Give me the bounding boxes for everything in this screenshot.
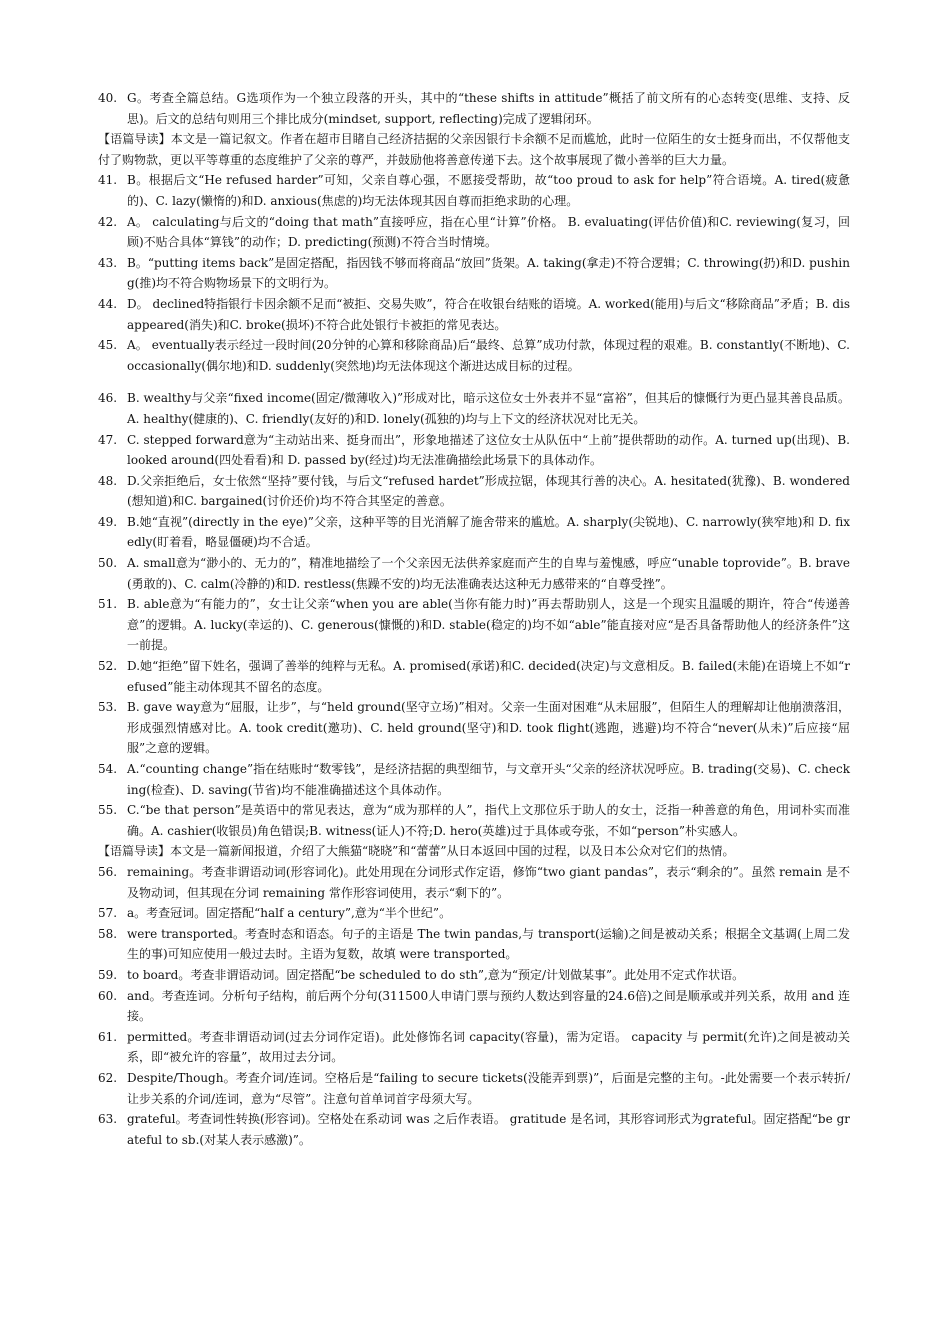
answer-entry-54 — [98, 759, 850, 800]
answer-entry-57 — [98, 903, 850, 924]
passage-guide-narrative: 【语篇导读】本文是一篇记叙文。作者在超市目睹自己经济拮据的父亲因银行卡余额不足而尴尬，此时一位陌生的女士挺身而出，不仅帮他支付了购物款，更以平等尊重的态度维护了父亲的尊严，并鼓励他将善意传递下去。这个故事展现了微小善举的巨大力量。 — [98, 132, 850, 167]
answer-explanation: were transported。考查时态和语态。句子的主语是 The twin pandas,与 transport(运输)之间是被动关系；根据全文基调(上周二发生的事)可知应使用一般过去时。主语为复数，故填 were transported。 — [127, 926, 850, 962]
question-number: 48. — [98, 473, 118, 488]
answer-entry-46 — [98, 388, 850, 429]
answer-explanation: B。“putting items back”是固定搭配，指因钱不够而将商品“放回”货架。A. taking(拿走)不符合逻辑；C. throwing(扔)和D. pushing(推)均不符合购物场景下的文明行为。 — [127, 255, 850, 291]
question-number: 54. — [98, 762, 118, 776]
question-number: 61. — [98, 1029, 118, 1044]
answer-entry-40 — [98, 88, 850, 129]
answer-entry-48 — [98, 471, 850, 512]
answer-explanation: C. stepped forward意为“主动站出来、挺身而出”，形象地描述了这位女士从队伍中“上前”提供帮助的动作。A. turned up(出现)、B. looked around(四处看看)和 D. passed by(经过)均无法准确描绘此场景下的具体动作。 — [127, 432, 850, 468]
question-number: 53. — [98, 700, 118, 715]
answer-entry-61 — [98, 1027, 850, 1068]
question-number: 58. — [98, 926, 118, 941]
answer-explanation: grateful。考查词性转换(形容词)。空格处在系动词 was 之后作表语。 gratitude 是名词，其形容词形式为grateful。固定搭配“be grateful to sb.(对某人表示感激)”。 — [127, 1112, 850, 1147]
answer-explanation: B.她“直视”(directly in the eye)”父亲，这种平等的目光消解了施舍带来的尴尬。A. sharply(尖锐地)、C. narrowly(狭窄地)和 D. fixedly(盯着看，略显僵硬)均不合适。 — [127, 514, 850, 550]
answer-entry-51 — [98, 594, 850, 656]
answer-explanation: D.她“拒绝”留下姓名，强调了善举的纯粹与无私。A. promised(承诺)和C. decided(决定)与文意相反。B. failed(未能)在语境上不如“refused”能主动体现其不留名的态度。 — [127, 659, 850, 694]
answer-entry-53 — [98, 697, 850, 759]
question-number: 42. — [98, 214, 118, 229]
section-gap — [0, 376, 950, 388]
question-number: 44. — [98, 296, 118, 311]
answer-explanation: remaining。考查非谓语动词(形容词化)。此处用现在分词形式作定语，修饰“two giant pandas”，表示“剩余的”。虽然 remain 是不及物动词，但其现在分词 remaining 常作形容词使用，表示“剩下的”。 — [127, 864, 850, 900]
answer-explanation: a。考查冠词。固定搭配“half a century”,意为“半个世纪”。 — [127, 906, 452, 921]
question-number: 52. — [98, 659, 118, 674]
answer-explanation: A.“counting change”指在结账时“数零钱”，是经济拮据的典型细节，与文章开头“父亲的经济状况呼应。B. trading(交易)、C. checking(检查)、D. saving(节省)均不能准确描述这个具体动作。 — [127, 762, 850, 797]
answer-entry-59 — [98, 965, 850, 986]
answer-key-page — [0, 88, 950, 1150]
question-number: 60. — [98, 988, 118, 1003]
passage-guide-news: 【语篇导读】本文是一篇新闻报道，介绍了大熊猫“晓晓”和“蕾蕾”从日本返回中国的过程，以及日本公众对它们的热情。 — [98, 844, 735, 859]
question-number: 43. — [98, 255, 118, 270]
answer-entry-56 — [98, 862, 850, 903]
answer-explanation: permitted。考查非谓语动词(过去分词作定语)。此处修饰名词 capacity(容量)，需为定语。 capacity 与 permit(允许)之间是被动关系，即“被允许的容量”，故用过去分词。 — [127, 1029, 850, 1065]
answer-entry-50 — [98, 553, 850, 594]
question-number: 49. — [98, 514, 118, 529]
question-number: 46. — [98, 391, 118, 406]
answer-entry-44 — [98, 294, 850, 335]
answer-entry-55 — [98, 800, 850, 841]
answer-entry-63 — [98, 1109, 850, 1150]
answer-entry-49 — [98, 512, 850, 553]
answer-explanation: and。考查连词。分析句子结构，前后两个分句(311500人申请门票与预约人数达到容量的24.6倍)之间是顺承或并列关系，故用 and 连接。 — [127, 988, 850, 1024]
question-number: 40. — [98, 91, 118, 105]
question-number: 47. — [98, 432, 118, 447]
answer-explanation: C.“be that person”是英语中的常见表达，意为“成为那样的人”，指代上文那位乐于助人的女士，泛指一种善意的角色，用词朴实而准确。A. cashier(收银员)角色错误;B. witness(证人)不符;D. hero(英雄)过于具体或夸张，不如“person”朴实感人。 — [127, 803, 850, 838]
answer-entry-58 — [98, 924, 850, 965]
answer-explanation: B。根据后文“He refused harder”可知，父亲自尊心强，不愿接受帮助，故“too proud to ask for help”符合语境。A. tired(疲惫的)、C. lazy(懒惰的)和D. anxious(焦虑的)均无法体现其因自尊而拒绝求助的心理。 — [127, 173, 850, 208]
answer-entry-41 — [98, 170, 850, 211]
answer-entry-52 — [98, 656, 850, 697]
question-number: 50. — [98, 556, 118, 571]
answer-explanation: G。考查全篇总结。G选项作为一个独立段落的开头，其中的“these shifts in attitude”概括了前文所有的心态转变(思维、支持、反思)。后文的总结句则用三个排比成分(mindset, support, reflecting)完成了逻辑闭环。 — [127, 91, 850, 126]
answer-explanation: D。 declined特指银行卡因余额不足而“被拒、交易失败”，符合在收银台结账的语境。A. worked(能用)与后文“移除商品”矛盾；B. disappeared(消失)和C. broke(损坏)不符合此处银行卡被拒的常见表达。 — [127, 296, 850, 332]
answer-entry-43 — [98, 253, 850, 294]
answer-explanation: B. gave way意为“屈服，让步”，与“held ground(坚守立场)”相对。父亲一生面对困难“从未屈服”，但陌生人的理解却让他崩溃落泪，形成强烈情感对比。A. took credit(邀功)、C. held ground(坚守)和D. took flight(逃跑，逃避)均不符合“never(从未)”后应接“屈服”之意的逻辑。 — [127, 700, 850, 756]
question-number: 56. — [98, 864, 118, 879]
answer-explanation: D.父亲拒绝后，女士依然“坚持”要付钱，与后文“refused hardet”形成拉锯，体现其行善的决心。A. hesitated(犹豫)、B. wondered(想知道)和C. bargained(讨价还价)均不符合其坚定的善意。 — [127, 473, 850, 509]
answer-explanation: B. wealthy与父亲“fixed income(固定/微薄收入)”形成对比，暗示这位女士外表并不显“富裕”，但其后的慷慨行为更凸显其善良品质。A. healthy(健康的)、C. friendly(友好的)和D. lonely(孤独的)均与上下文的经济状况对比无关。 — [127, 391, 850, 426]
answer-entry-47 — [98, 430, 850, 471]
answer-explanation: B. able意为“有能力的”，女士让父亲“when you are able(当你有能力时)”再去帮助别人，这是一个现实且温暖的期许，符合“传递善意”的逻辑。A. lucky(幸运的)、C. generous(慷慨的)和D. stable(稳定的)均不如“able”能直接对应“是否具备帮助他人的经济条件”这一前提。 — [127, 597, 850, 653]
answer-entry-42 — [98, 212, 850, 253]
answer-explanation: A。 eventually表示经过一段时间(20分钟的心算和移除商品)后“最终、总算”成功付款，体现过程的艰难。B. constantly(不断地)、C. occasionally(偶尔地)和D. suddenly(突然地)均无法体现这个渐进达成目标的过程。 — [127, 338, 850, 373]
answer-explanation: Despite/Though。考查介词/连词。空格后是“failing to secure tickets(没能弄到票)”，后面是完整的主句。-此处需要一个表示转折/让步关系的介词/连词，意为“尽管”。注意句首单词首字母须大写。 — [127, 1070, 850, 1106]
question-number: 41. — [98, 173, 118, 188]
answer-entry-60 — [98, 986, 850, 1027]
answer-explanation: A. small意为“渺小的、无力的”，精准地描绘了一个父亲因无法供养家庭而产生的自卑与羞愧感，呼应“unable toprovide”。B. brave(勇敢的)、C. calm(冷静的)和D. restless(焦躁不安的)均无法准确表达这种无力感带来的“自尊受挫”。 — [127, 556, 850, 591]
question-number: 63. — [98, 1112, 118, 1127]
question-number: 45. — [98, 338, 118, 353]
question-number: 55. — [98, 803, 118, 818]
answer-explanation: to board。考查非谓语动词。固定搭配“be scheduled to do sth”,意为“预定/计划做某事”。此处用不定式作状语。 — [127, 967, 745, 982]
question-number: 51. — [98, 597, 118, 612]
answer-explanation: A。 calculating与后文的“doing that math”直接呼应，指在心里“计算”价格。 B. evaluating(评估价值)和C. reviewing(复习，回顾)不贴合具体“算钱”的动作；D. predicting(预测)不符合当时情境。 — [127, 214, 850, 250]
question-number: 59. — [98, 967, 118, 982]
question-number: 62. — [98, 1070, 118, 1085]
answer-entry-62 — [98, 1068, 850, 1109]
question-number: 57. — [98, 906, 118, 921]
answer-entry-45 — [98, 335, 850, 376]
